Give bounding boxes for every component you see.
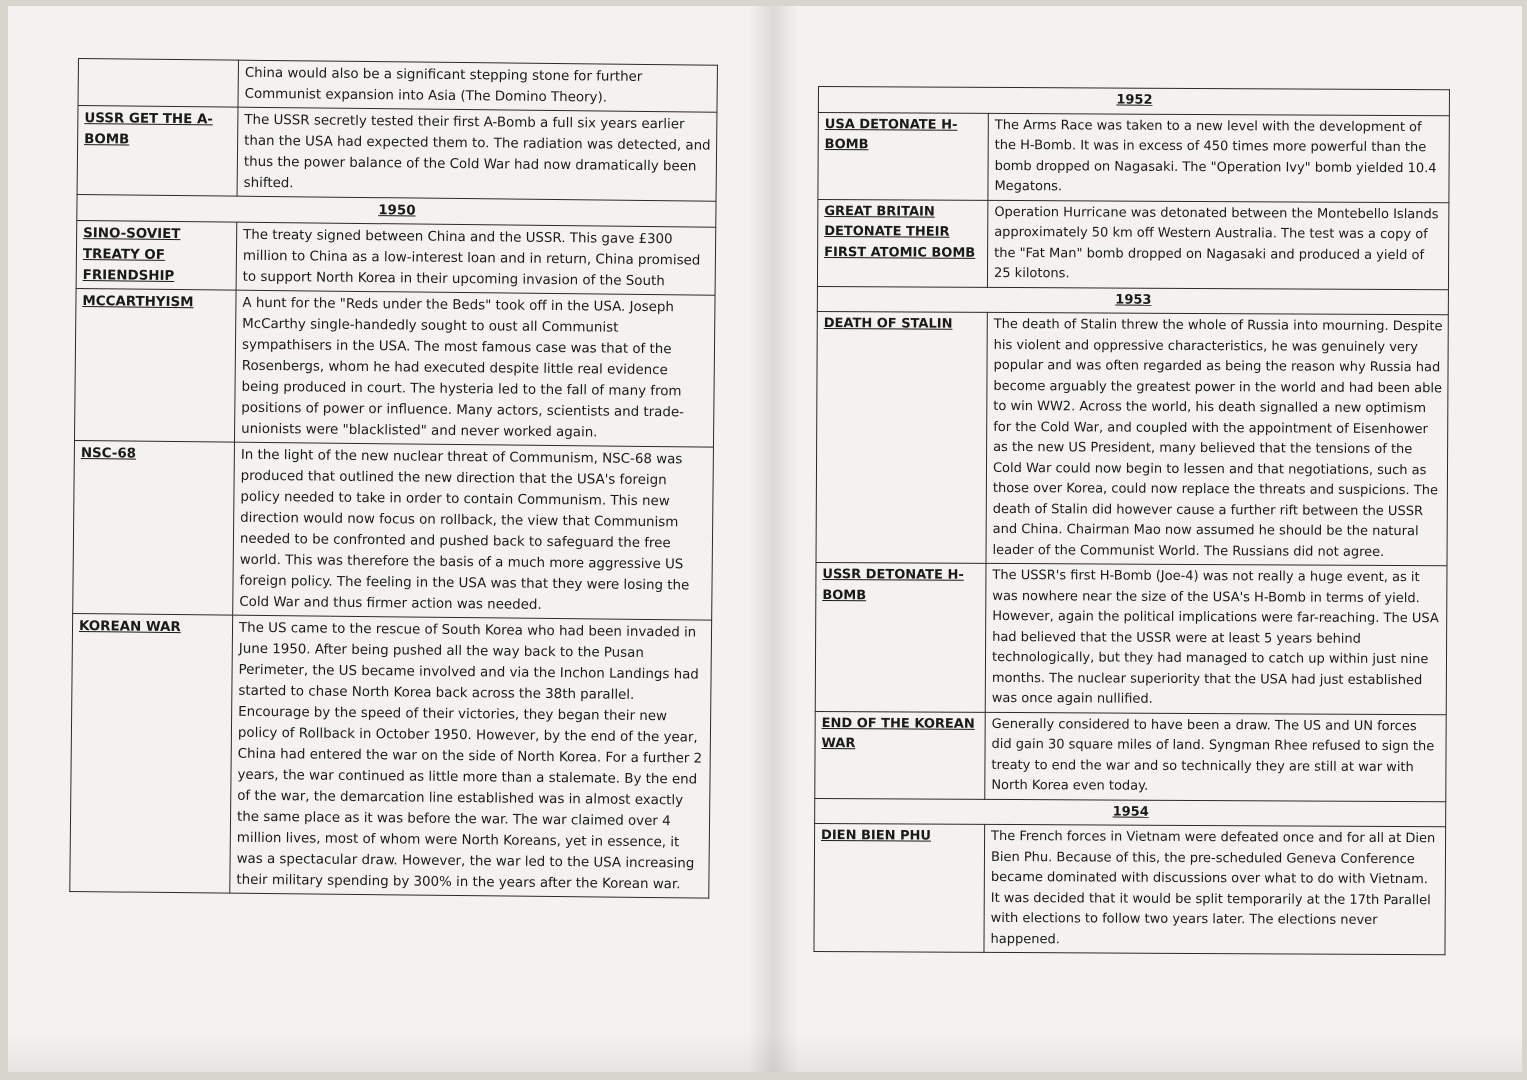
booklet-spine: [748, 6, 798, 1072]
event-title: KOREAN WAR: [70, 613, 233, 893]
timeline-table-left: [69, 58, 718, 899]
event-description: The USSR's first H-Bomb (Joe-4) was not really a huge event, as it was nowhere near the size of the USA's H-Bomb in terms of yield. However, again the political implications were far-reaching. The USA had believed that the USSR were at least 5 years behind technologically, but they had managed to catch up within just nine months. The nuclear superiority that the USA had just established was once again nullified.: [985, 563, 1447, 714]
timeline-table-right: [813, 86, 1450, 955]
year-heading-1954: 1954: [815, 798, 1446, 827]
continuation-text: China would also be a significant stepping stone for further Communist expansion into Asia (The Domino Theory).: [238, 60, 717, 112]
event-title: USSR GET THE A-BOMB: [77, 106, 238, 197]
right-page: [813, 86, 1450, 955]
table-row: [816, 311, 1448, 565]
event-description: Operation Hurricane was detonated between the Montebello Islands approximately 50 km off Western Australia. The test was a copy of the "Fat Man" bomb dropped on Nagasaki and produced a yield of 25 kilotons.: [987, 200, 1448, 289]
table-row: [818, 112, 1449, 202]
left-page: [69, 58, 718, 899]
event-title: DIEN BIEN PHU: [814, 823, 985, 952]
event-title: SINO-SOVIET TREATY OF FRIENDSHIP: [76, 220, 237, 290]
table-row: [78, 59, 717, 113]
table-row: [76, 220, 716, 295]
table-row: [74, 288, 715, 447]
table-row: [77, 106, 717, 202]
page-shadow: [8, 1032, 1522, 1072]
event-title: DEATH OF STALIN: [816, 311, 987, 563]
year-heading-1953: 1953: [817, 286, 1448, 315]
event-description: The French forces in Vietnam were defeated once and for all at Dien Bien Phu. Because of this, the pre-scheduled Geneva Conference became dominated with discussions over what to do with Vietnam. It was decided that it would be split temporarily at the 17th Parallel with elections to follow two years later. The elections never happened.: [984, 824, 1446, 954]
event-description: The Arms Race was taken to a new level with the development of the H-Bomb. It was in excess of 450 times more powerful than the bomb dropped on Nagasaki. The "Operation Ivy" bomb yielded 10.4 Megatons.: [988, 113, 1449, 202]
event-title: USA DETONATE H-BOMB: [818, 112, 988, 200]
event-title: USSR DETONATE H-BOMB: [815, 562, 986, 711]
event-description: Generally considered to have been a draw. The US and UN forces did gain 30 square miles of land. Syngman Rhee refused to sign the treaty to end the war and so technically they are still at war with North Korea even today.: [985, 712, 1446, 801]
table-row: [815, 562, 1447, 714]
event-description: The USSR secretly tested their first A-Bomb a full six years earlier than the USA had expected them to. The radiation was detected, and thus the power balance of the Cold War had now dramatically been shifted.: [237, 107, 717, 201]
table-row: [815, 711, 1446, 801]
booklet-spread: [8, 6, 1522, 1072]
year-row: [817, 286, 1448, 315]
table-row: [814, 823, 1446, 954]
event-title: END OF THE KOREAN WAR: [815, 711, 985, 799]
table-row: [817, 199, 1448, 289]
year-row: [815, 798, 1446, 827]
event-description: The US came to the rescue of South Korea who had been invaded in June 1950. After being pushed all the way back to the Pusan Perimeter, the US became involved and via the Inchon Landings had started to chase North Korea back across the 38th parallel. Encourage by the speed of their victories, they began their new policy of Rollback in October 1950. However, by the end of the year, China had entered the war on the side of North Korea. For a further 2 years, the war continued as little more than a stalemate. By the end of the war, the demarcation line established was in almost exactly the same place as it was before the war. The war claimed over 4 million lives, most of whom were North Koreans, yet in essence, it was a spectacular draw. However, the war led to the USA increasing their military spending by 300% in the years after the Korean war.: [230, 615, 712, 898]
event-description: A hunt for the "Reds under the Beds" took off in the USA. Joseph McCarthy single-handedly sought to oust all Communist sympathisers in the USA. The most famous case was that of the Rosenbergs, whom he had executed despite little real evidence being produced in court. The hysteria led to the fall of many from positions of power or influence. Many actors, scientists and trade-unionists were "blacklisted" and never worked again.: [234, 290, 715, 447]
event-description: The death of Stalin threw the whole of Russia into mourning. Despite his violent and oppressive characteristics, he was genuinely very popular and was often regarded as being the reason why Russia had become arguably the greatest power in the world and had been able to win WW2. Across the world, his death signalled a new optimism for the Cold War, and coupled with the appointment of Eisenhower as the new US President, many believed that the tensions of the Cold War could now begin to lessen and that negotiations, such as those over Korea, could now replace the threats and suspicions. The death of Stalin did however cause a further rift between the USSR and China. Chairman Mao now assumed he should be the natural leader of the Communist World. The Russians did not agree.: [986, 312, 1448, 565]
table-row: [70, 613, 712, 898]
table-row: [73, 440, 714, 620]
event-title: NSC-68: [73, 440, 235, 615]
event-title: MCCARTHYISM: [74, 288, 236, 442]
year-row: [818, 87, 1449, 116]
year-heading-1952: 1952: [818, 87, 1449, 116]
event-cell-empty: [78, 59, 238, 108]
event-title: GREAT BRITAIN DETONATE THEIR FIRST ATOMIC BOMB: [817, 199, 987, 287]
event-description: The treaty signed between China and the USSR. This gave £300 million to China as a low-interest loan and in return, China promised to support North Korea in their upcoming invasion of the South: [236, 222, 716, 295]
event-description: In the light of the new nuclear threat of Communism, NSC-68 was produced that outlined the new direction that the USA's foreign policy needed to take in order to contain Communism. This new direction would now focus on rollback, the view that Communism needed to be confronted and pushed back to safeguard the free world. This was therefore the basis of a much more aggressive US foreign policy. The feeling in the USA was that they were losing the Cold War and thus firmer action was needed.: [233, 442, 714, 620]
year-heading-1950: 1950: [77, 194, 716, 227]
